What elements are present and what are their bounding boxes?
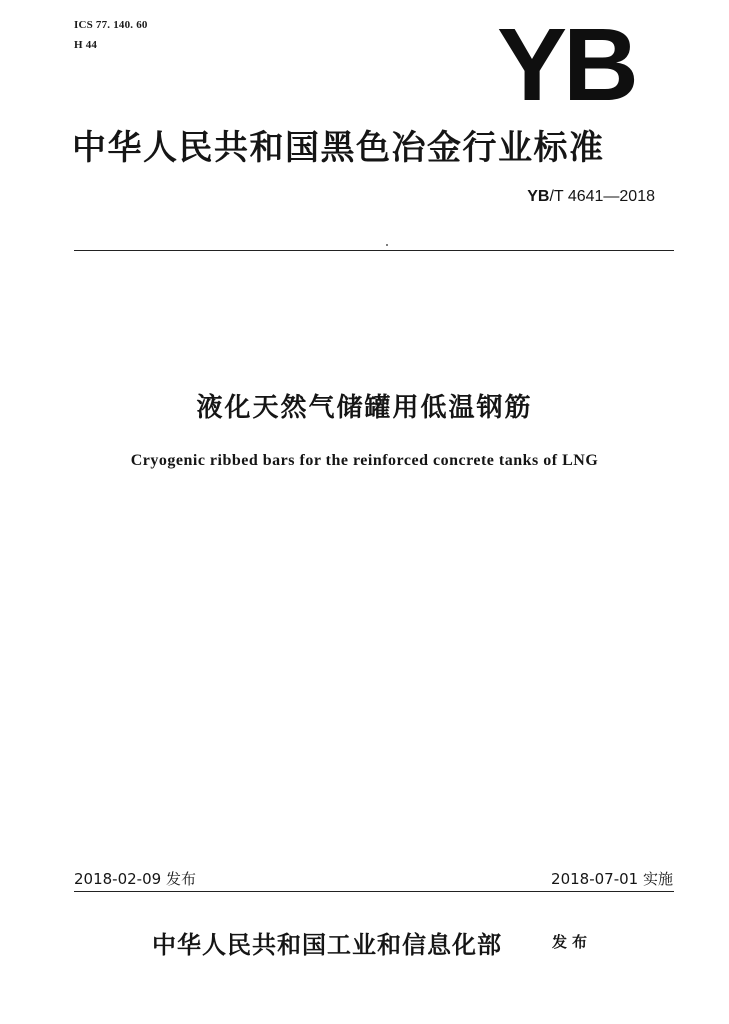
- ccs-code: H 44: [74, 39, 98, 51]
- document-title-cn: 液化天然气储罐用低温钢筋: [196, 393, 533, 423]
- standard-number-prefix: YB: [527, 188, 550, 205]
- scan-dot: [386, 244, 388, 246]
- publish-label: 发布: [552, 933, 593, 951]
- issue-date: 2018-02-09 发布: [74, 870, 196, 888]
- standard-number-rest: /T 4641—2018: [549, 188, 655, 205]
- document-title-en: Cryogenic ribbed bars for the reinforced concrete tanks of LNG: [130, 452, 599, 469]
- yb-logo: YB: [497, 7, 635, 122]
- header-divider: [74, 250, 674, 251]
- footer-divider: [74, 891, 674, 892]
- publisher-name: 中华人民共和国工业和信息化部: [152, 930, 502, 959]
- standard-category-title: 中华人民共和国黑色冶金行业标准: [72, 128, 605, 168]
- ics-code: ICS 77. 140. 60: [74, 19, 148, 31]
- standard-number: [527, 188, 655, 206]
- implementation-date: 2018-07-01 实施: [551, 870, 673, 888]
